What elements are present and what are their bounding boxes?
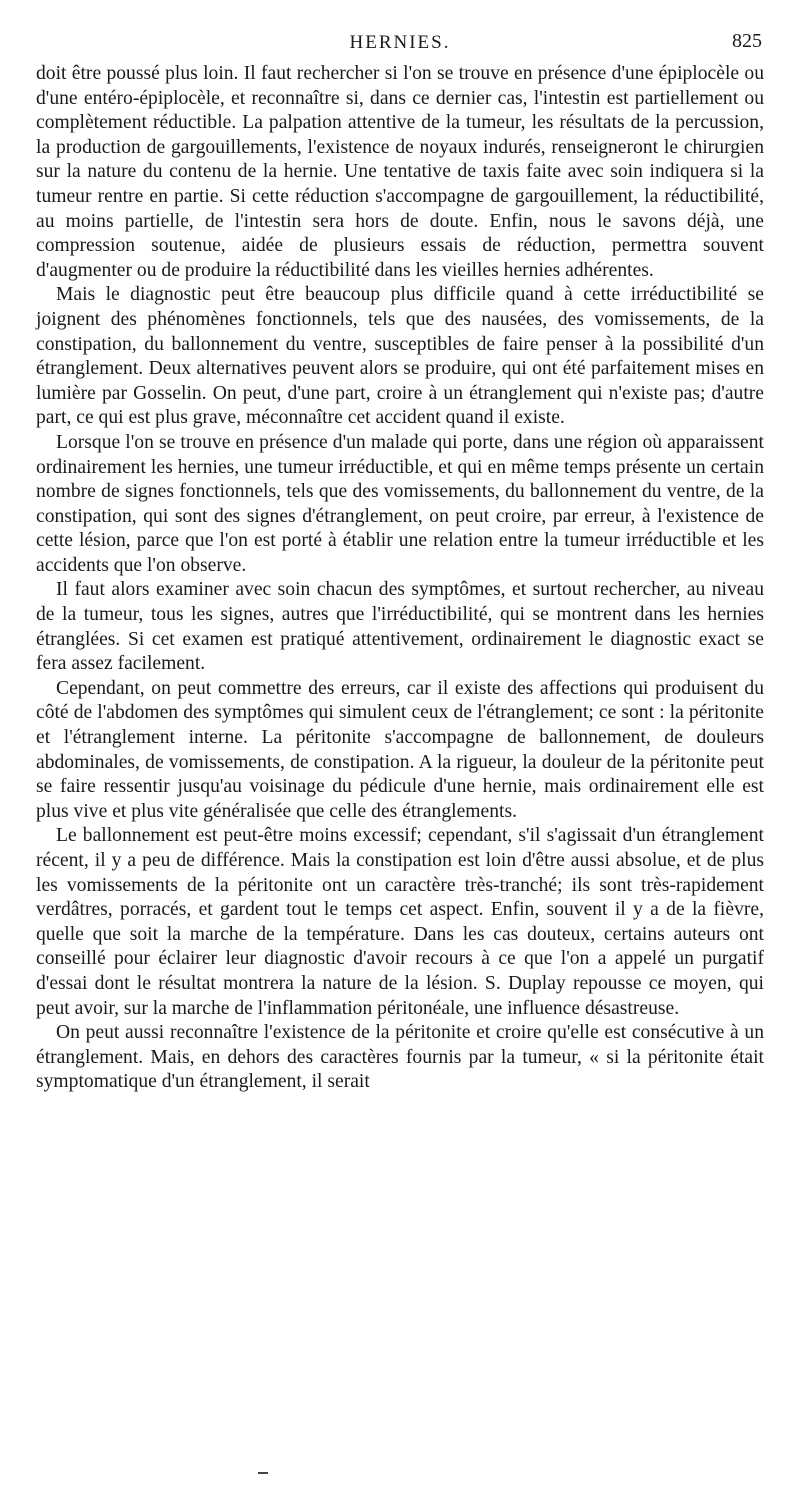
paragraph: Le ballonnement est peut-être moins excessif; cependant, s'il s'agissait d'un étranglement récent, il y a peu de différence. Mais la constipation est loin d'être aussi absolue, et de plus les vomissements de la péritonite ont un caractère très-tranché; ils sont très-rapidement verdâtres, porracés, et gardent tout le temps cet aspect. Enfin, souvent il y a de la fièvre, quelle que soit la marche de la température. Dans les cas douteux, certains auteurs ont conseillé pour éclairer leur diagnostic d'avoir recours à ce que l'on a appelé un purgatif d'essai dont le résultat montrera la nature de la lésion. S. Duplay repousse ce moyen, qui peut avoir, sur la marche de l'inflammation péritonéale, une influence désastreuse.	[36, 825, 764, 1019]
paragraph: Mais le diagnostic peut être beaucoup plus difficile quand à cette irréductibilité se joignent des phénomènes fonctionnels, tels que des nausées, des vomissements, de la constipation, du ballonnement du ventre, susceptibles de faire penser à la possibilité d'un étranglement. Deux alternatives peuvent alors se produire, qui ont été parfaitement mises en lumière par Gosselin. On peut, d'une part, croire à un étranglement qui n'existe pas; d'autre part, ce qui est plus grave, méconnaître cet accident quand il existe.	[36, 284, 764, 429]
body-text	[36, 62, 764, 1095]
footer-dash-mark	[258, 1472, 268, 1474]
paragraph: Il faut alors examiner avec soin chacun des symptômes, et surtout rechercher, au niveau de la tumeur, tous les signes, autres que l'irréductibilité, qui se montrent dans les hernies étranglées. Si cet examen est pratiqué attentivement, ordinairement le diagnostic exact se fera assez facilement.	[36, 579, 764, 675]
paragraph-continued: doit être poussé plus loin. Il faut rechercher si l'on se trouve en présence d'une épiplocèle ou d'une entéro-épiplocèle, et reconnaître si, dans ce dernier cas, l'intestin est partiellement ou complètement réductible. La palpation attentive de la tumeur, les résultats de la percussion, la production de gargouillements, l'existence de noyaux indurés, renseigneront le chirurgien sur la nature du contenu de la hernie. Une tentative de taxis faite avec soin indiquera si la tumeur rentre en partie. Si cette réduction s'accompagne de gargouillement, la réductibilité, au moins partielle, de l'intestin sera hors de doute. Enfin, nous le savons déjà, une compression soutenue, aidée de plusieurs essais de réduction, permettra souvent d'augmenter ou de produire la réductibilité dans les vieilles hernies adhérentes.	[36, 63, 764, 281]
running-head	[0, 30, 800, 58]
page-number: 825	[732, 30, 762, 52]
paragraph: Cependant, on peut commettre des erreurs, car il existe des affections qui produisent du côté de l'abdomen des symptômes qui simulent ceux de l'étranglement; ce sont : la péritonite et l'étranglement interne. La péritonite s'accompagne de ballonnement, de douleurs abdominales, de vomissements, de constipation. A la rigueur, la douleur de la péritonite peut se faire ressentir jusqu'au voisinage du pédicule d'une hernie, mais ordinairement elle est plus vive et plus vite généralisée que celle des étranglements.	[36, 677, 764, 822]
paragraph: On peut aussi reconnaître l'existence de la péritonite et croire qu'elle est consécutive à un étranglement. Mais, en dehors des caractères fournis par la tumeur, « si la péritonite était symptomatique d'un étranglement, il serait	[36, 1022, 764, 1093]
paragraph: Lorsque l'on se trouve en présence d'un malade qui porte, dans une région où apparaissent ordinairement les hernies, une tumeur irréductible, et qui en même temps présente un certain nombre de signes fonctionnels, tels que des vomissements, du ballonnement du ventre, de la constipation, qui sont des signes d'étranglement, on peut croire, par erreur, à l'existence de cette lésion, parce que l'on est porté à établir une relation entre la tumeur irréductible et les accidents que l'on observe.	[36, 431, 764, 576]
running-title: HERNIES.	[349, 32, 451, 53]
